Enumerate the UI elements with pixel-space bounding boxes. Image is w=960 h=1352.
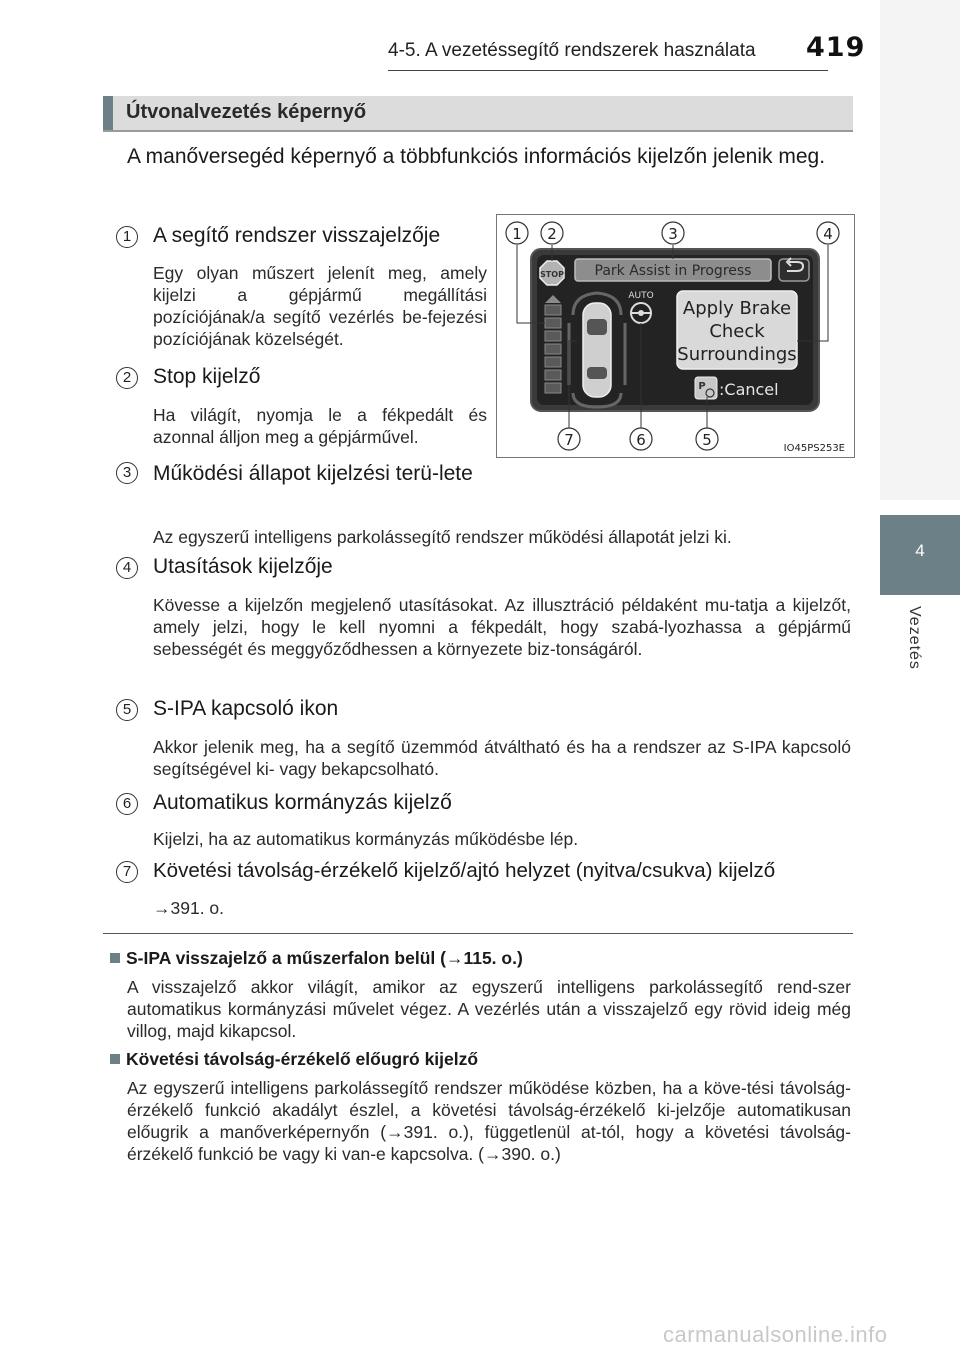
figure-code: IO45PS253E [783, 443, 845, 454]
svg-text:1: 1 [512, 225, 522, 243]
item-number-2: 2 [116, 367, 138, 389]
item-7-title: Követési távolság-érzékelő kijelző/ajtó helyzet (nyitva/csukva) kijelző [153, 859, 776, 882]
note-1-heading-text: S-IPA visszajelző a műszerfalon belül (→115. o.) [126, 948, 523, 968]
car-icon [583, 303, 611, 397]
item-7-description: →391. o. [153, 898, 225, 918]
item-number-6: 6 [116, 793, 138, 815]
svg-text:4: 4 [823, 225, 833, 243]
note-1-body: A visszajelző akkor világít, amikor az egyszerű intelligens parkolássegítő rend-szer automatikus kormányzási művelet végez. A vezérlés után a visszajelző egy rövid ideig még villog, majd kikapcsol. [127, 977, 851, 1041]
square-bullet-icon [110, 1054, 120, 1064]
item-4-title: Utasítások kijelzője [153, 555, 333, 578]
instruction-line-2: Check [709, 321, 765, 342]
header-rule [388, 70, 828, 71]
item-3-title: Működési állapot kijelzési terü-lete [153, 462, 473, 485]
item-number-3: 3 [116, 462, 138, 484]
cancel-label: :Cancel [719, 380, 779, 399]
instruction-line-1: Apply Brake [682, 298, 792, 319]
notes-divider [103, 933, 853, 934]
park-assist-figure [496, 214, 855, 458]
status-banner-text: Park Assist in Progress [594, 263, 752, 279]
svg-text:6: 6 [636, 431, 646, 449]
note-1-heading [110, 948, 523, 969]
auto-label: AUTO [628, 291, 654, 301]
section-title: Útvonalvezetés képernyő [126, 101, 367, 123]
item-4-description: Kövesse a kijelzőn megjelenő utasításokat. Az illusztráció példaként mu-tatja a kijelzőt, amely jelzi, hogy le kell nyomni a fékpedált, hogy szabá-lyozhassa a gépjármű sebességét és meggyőződhessen a környezete biz-tonságáról. [153, 595, 851, 659]
item-number-5: 5 [116, 699, 138, 721]
item-5-title: S-IPA kapcsoló ikon [153, 697, 339, 720]
section-intro: A manőversegéd képernyő a többfunkciós információs kijelzőn jelenik meg. [127, 145, 826, 168]
svg-text:7: 7 [564, 431, 574, 449]
note-2-heading [110, 1049, 478, 1070]
item-1-title: A segítő rendszer visszajelzője [153, 224, 441, 247]
park-assist-screen-illustration [497, 215, 854, 457]
square-bullet-icon [110, 953, 120, 963]
note-2-heading-text: Követési távolság-érzékelő előugró kijelző [126, 1049, 479, 1069]
item-6-title: Automatikus kormányzás kijelző [153, 791, 452, 814]
item-2-title: Stop kijelző [153, 365, 261, 388]
item-number-4: 4 [116, 557, 138, 579]
svg-text:5: 5 [702, 431, 712, 449]
item-1-description: Egy olyan műszert jelenít meg, amely kijelzi a gépjármű megállítási pozíciójának/a segítő vezérlés be-fejezési pozíciójának közelségét. [153, 263, 487, 349]
svg-text:2: 2 [547, 225, 557, 243]
note-2-body: Az egyszerű intelligens parkolássegítő rendszer működése közben, ha a köve-tési távolság-érzékelő funkció akadályt észlel, a követési távolság-érzékelő ki-jelzője automatikusan előugrik a manőverképernyőn (→391. o.), függetlenül at-tól, hogy a követési távolság-érzékelő funkció be vagy ki van-e kapcsolva. (→390. o.) [127, 1078, 851, 1164]
s-ipa-switch-icon-text: P [698, 381, 706, 392]
section-title-marker [103, 96, 113, 130]
instruction-line-3: Surroundings [677, 344, 797, 365]
side-tab-background [880, 0, 960, 500]
page-number: 419 [806, 32, 866, 63]
chapter-tab-label: Vezetés [906, 606, 923, 670]
chapter-heading: 4-5. A vezetéssegítő rendszerek használata [388, 40, 756, 61]
item-5-description: Akkor jelenik meg, ha a segítő üzemmód átváltható és ha a rendszer az S-IPA kapcsoló segítségével ki- vagy bekapcsolható. [153, 737, 851, 779]
item-6-description: Kijelzi, ha az automatikus kormányzás működésbe lép. [153, 829, 579, 849]
item-number-7: 7 [116, 861, 138, 883]
item-2-description: Ha világít, nyomja le a fékpedált és azonnal álljon meg a gépjárművel. [153, 405, 487, 447]
item-number-1: 1 [116, 226, 138, 248]
chapter-tab-number: 4 [915, 541, 925, 560]
watermark: carmanualsonline.info [663, 1322, 888, 1347]
stop-icon-text: STOP [540, 270, 564, 279]
svg-text:3: 3 [668, 225, 678, 243]
item-3-description: Az egyszerű intelligens parkolássegítő rendszer működési állapotát jelzi ki. [153, 527, 732, 547]
